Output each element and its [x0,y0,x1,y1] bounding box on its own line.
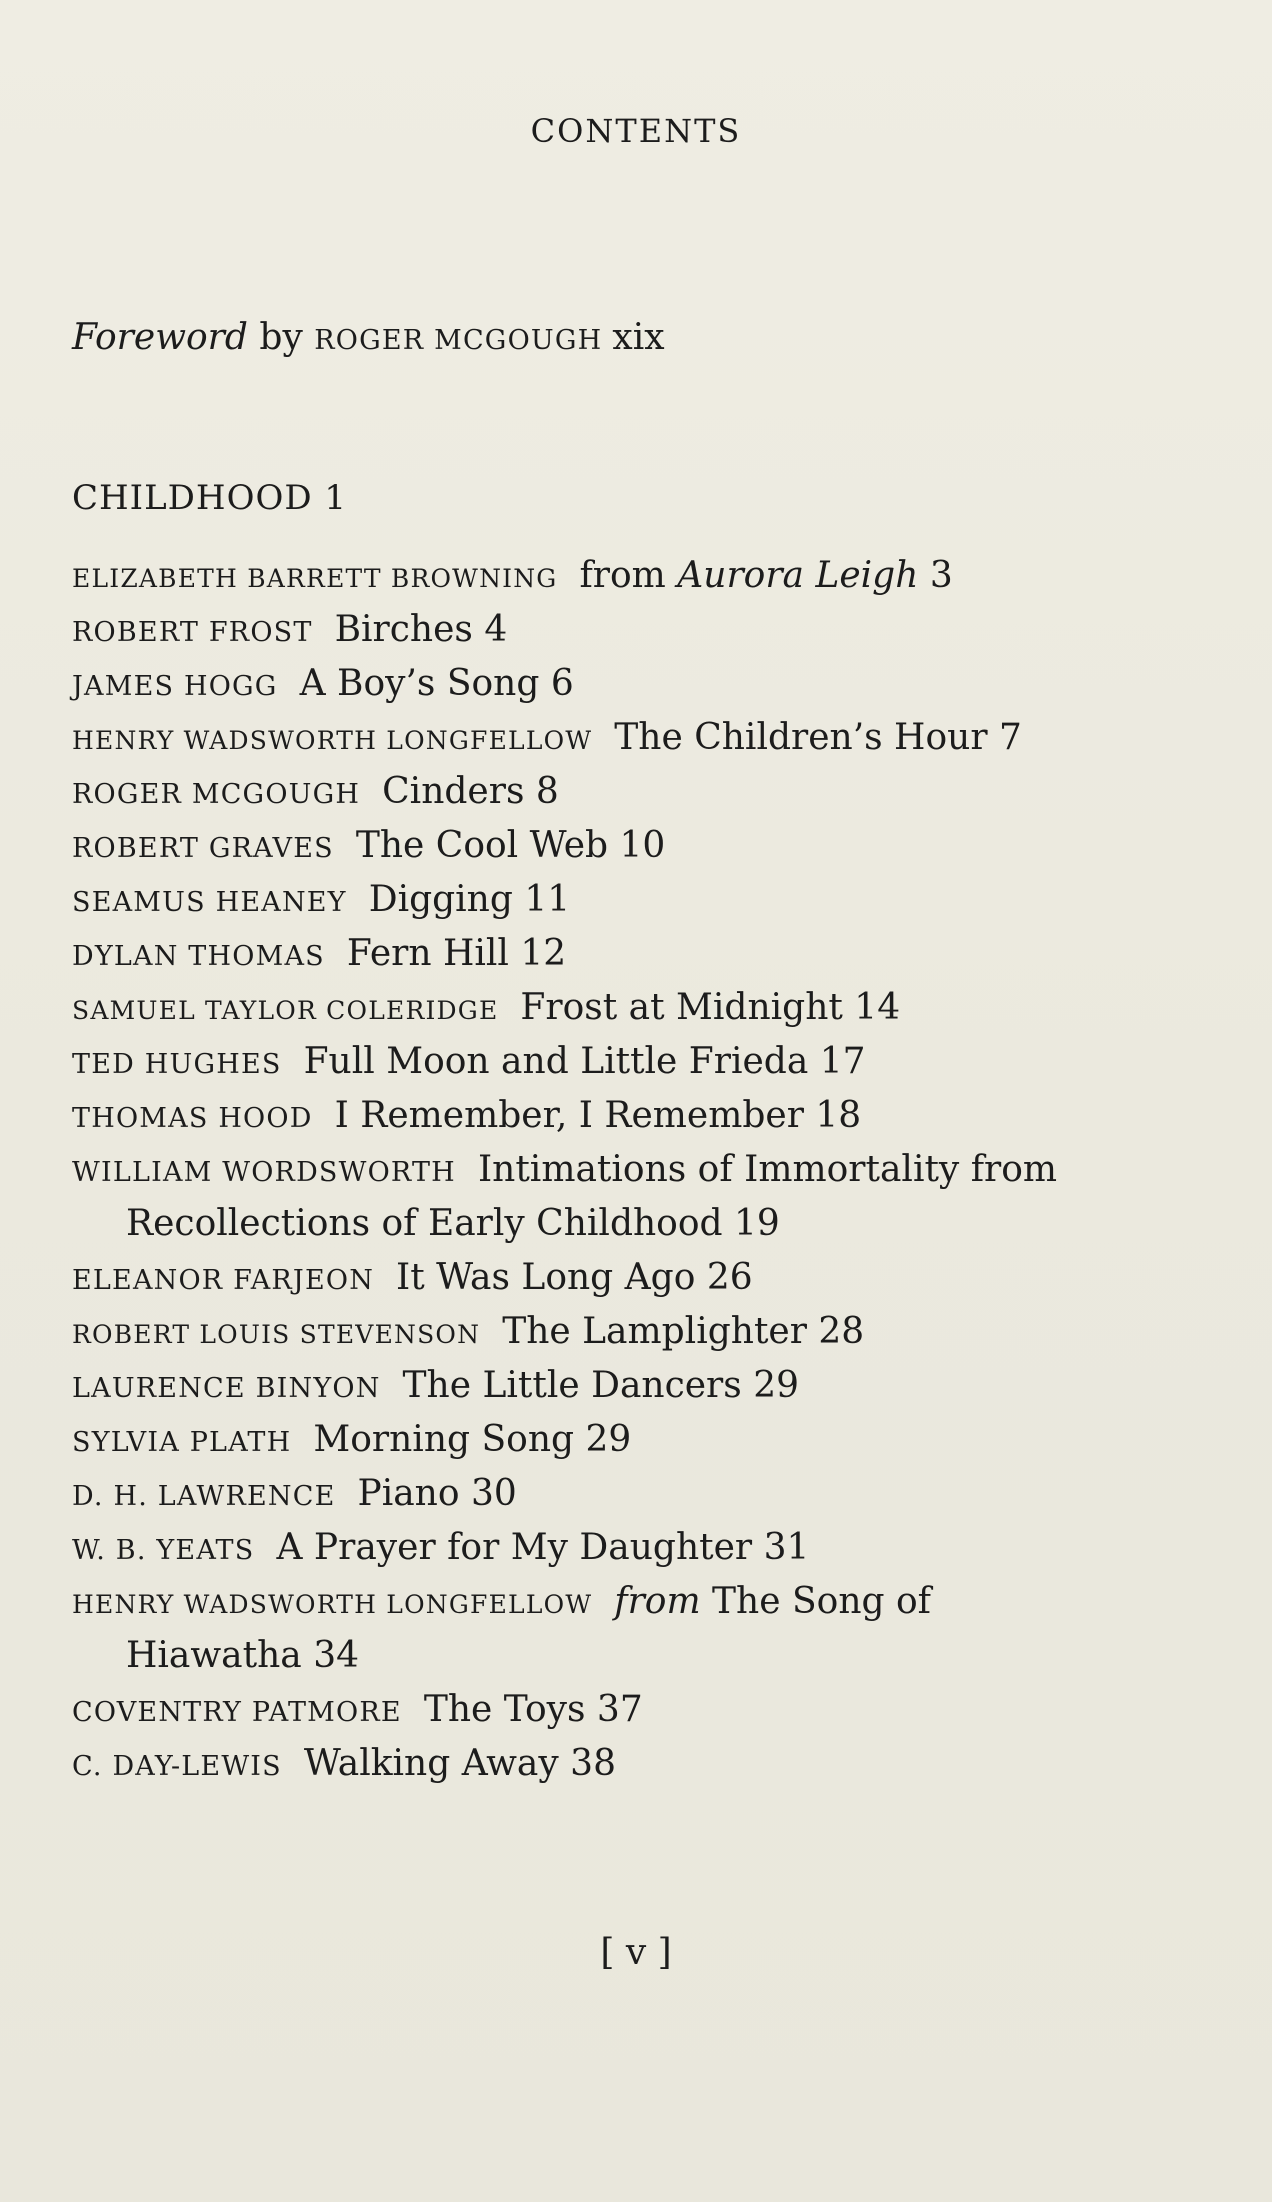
entry-author: ELEANOR FARJEON [72,1265,375,1296]
toc-entry-continuation [126,1632,359,1680]
entry-author: LAURENCE BINYON [72,1373,381,1404]
entry-page: 11 [524,879,571,920]
entry-page: 4 [484,609,508,650]
entry-author: COVENTRY PATMORE [72,1697,402,1728]
entry-page: 26 [706,1257,753,1298]
toc-entry [72,606,507,657]
toc-entry [72,1362,799,1413]
entry-title: A Boy’s Song [299,663,540,704]
entry-title: The Lamplighter [502,1311,807,1352]
entry-author: ROBERT GRAVES [72,833,334,864]
entry-title-cont: Recollections of Early Childhood [126,1203,723,1244]
toc-entry [72,930,566,981]
entry-page: 29 [585,1419,632,1460]
toc-entry [72,876,570,927]
entry-page: 6 [550,663,574,704]
entry-title: Cinders [382,771,525,812]
entry-title: The Little Dancers [402,1365,742,1406]
entry-page: 31 [763,1527,810,1568]
foreword-entry [72,314,665,365]
toc-entry-continuation [126,1200,780,1248]
entry-author: ELIZABETH BARRETT BROWNING [72,564,558,593]
toc-entry [72,1092,861,1143]
entry-author: SAMUEL TAYLOR COLERIDGE [72,996,499,1025]
section-page: 1 [324,478,348,518]
toc-entry [72,1308,864,1359]
entry-page: 14 [854,987,901,1028]
entry-author: SYLVIA PLATH [72,1427,292,1458]
entry-author: ROBERT FROST [72,617,313,648]
entry-title: Piano [357,1473,460,1514]
entry-title: Morning Song [313,1419,575,1460]
foreword-by: by [259,317,303,358]
entry-title: The Toys [423,1689,586,1730]
toc-entry [72,984,900,1035]
toc-entry [72,1416,631,1467]
entry-page: 18 [815,1095,862,1136]
entry-author: HENRY WADSWORTH LONGFELLOW [72,726,593,755]
page-number: [ v ] [600,1932,672,1973]
toc-entry [72,1740,616,1791]
entry-page: 7 [998,717,1022,758]
entry-title: The Song of [712,1581,931,1622]
entry-author: W. B. YEATS [72,1535,255,1566]
entry-page: 17 [819,1041,866,1082]
foreword-page: xix [612,317,665,358]
entry-page: 38 [570,1743,616,1784]
entry-title: I Remember, I Remember [334,1095,804,1136]
entry-page: 37 [596,1689,643,1730]
toc-entry [72,822,665,873]
foreword-label: Foreword [72,317,248,358]
entry-prefix: from [614,1581,701,1622]
toc-entry [72,1146,1057,1197]
entry-title: The Children’s Hour [614,717,988,758]
entry-page: 34 [313,1635,360,1676]
entry-title: Digging [368,879,513,920]
toc-entry [72,1470,517,1521]
entry-title-cont: Hiawatha [126,1635,302,1676]
section-name: CHILDHOOD [72,478,313,518]
entry-author: HENRY WADSWORTH LONGFELLOW [72,1590,593,1619]
entry-author: DYLAN THOMAS [72,941,325,972]
toc-entry [72,552,953,603]
entry-page: 19 [734,1203,780,1244]
entry-author: WILLIAM WORDSWORTH [72,1157,456,1188]
foreword-author: ROGER MCGOUGH [314,325,603,356]
entry-title: Frost at Midnight [520,987,843,1028]
entry-author: ROGER MCGOUGH [72,779,361,810]
entry-prefix: from [579,555,666,596]
entry-author: SEAMUS HEANEY [72,887,347,918]
entry-page: 30 [471,1473,517,1514]
entry-author: THOMAS HOOD [72,1103,313,1134]
page-title: CONTENTS [530,112,742,150]
toc-entry [72,714,1022,765]
entry-page: 3 [929,555,953,596]
entry-author: TED HUGHES [72,1049,282,1080]
toc-entry [72,768,559,819]
toc-entry [72,1038,866,1089]
entry-title: A Prayer for My Daughter [276,1527,753,1568]
entry-author: D. H. LAWRENCE [72,1481,336,1512]
toc-entry [72,1578,931,1629]
entry-title: Fern Hill [346,933,509,974]
toc-entry [72,1254,753,1305]
entry-author: JAMES HOGG [72,671,278,702]
entry-title: Aurora Leigh [677,555,919,596]
entry-title: Birches [334,609,473,650]
toc-entry [72,660,574,711]
section-heading [72,474,347,522]
entry-page: 28 [818,1311,865,1352]
entry-title: The Cool Web [355,825,609,866]
toc-entry [72,1686,643,1737]
entry-page: 29 [753,1365,800,1406]
entry-page: 8 [535,771,559,812]
entry-title: Full Moon and Little Frieda [303,1041,809,1082]
entry-title: Intimations of Immortality from [477,1149,1058,1190]
entry-page: 12 [520,933,567,974]
entry-page: 10 [619,825,666,866]
toc-entry [72,1524,809,1575]
entry-title: Walking Away [303,1743,559,1784]
entry-title: It Was Long Ago [396,1257,696,1298]
entry-author: ROBERT LOUIS STEVENSON [72,1320,481,1349]
entry-author: C. DAY-LEWIS [72,1751,282,1782]
